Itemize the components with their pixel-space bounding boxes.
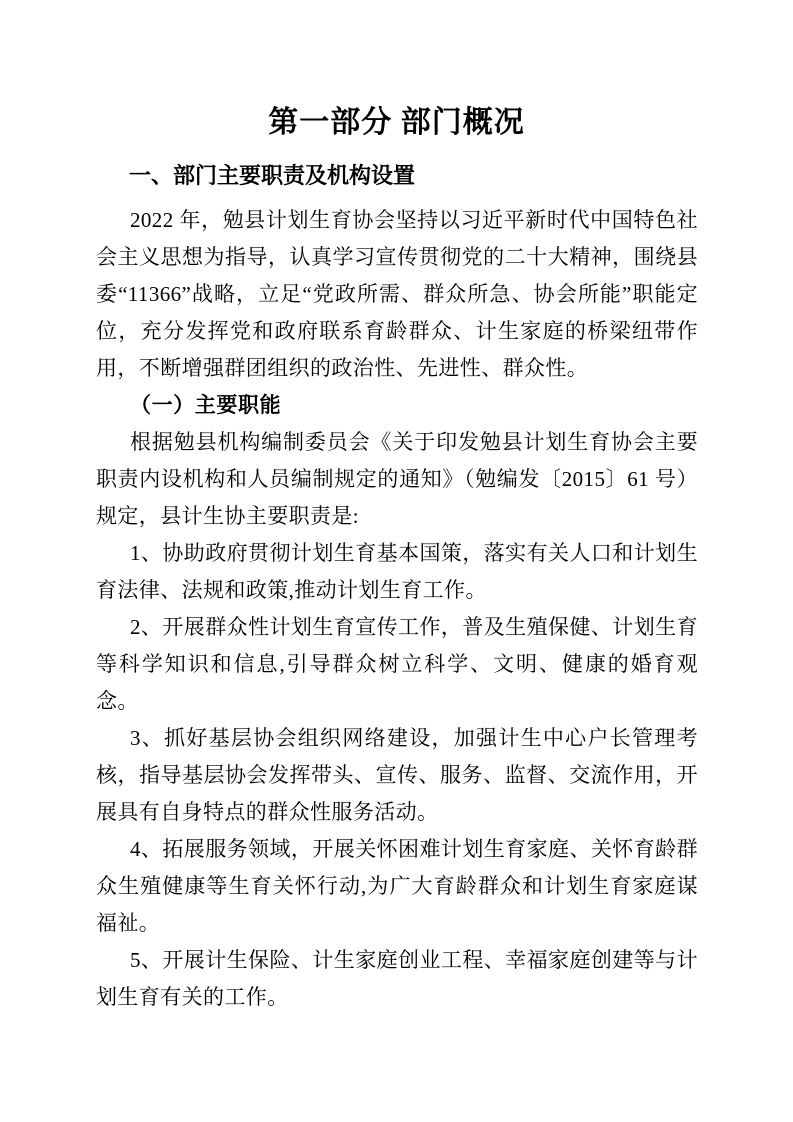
page-title: 第一部分 部门概况 <box>268 106 525 139</box>
paragraph: 根据勉县机构编制委员会《关于印发勉县计划生育协会主要职责内设机构和人员编制规定的通知》（勉编发〔2015〕61 号）规定，县计生协主要职责是: <box>96 430 698 528</box>
document-body <box>96 202 698 1016</box>
section-heading: 一、部门主要职责及机构设置 <box>129 163 416 188</box>
paragraph: 1、协助政府贯彻计划生育基本国策，落实有关人口和计划生育法律、法规和政策,推动计划生育工作。 <box>96 541 698 602</box>
paragraph: 3、抓好基层协会组织网络建设，加强计生中心户长管理考核，指导基层协会发挥带头、宣传、服务、监督、交流作用，开展具有自身特点的群众性服务活动。 <box>96 726 698 824</box>
paragraph: 4、拓展服务领域，开展关怀困难计划生育家庭、关怀育龄群众生殖健康等生育关怀行动,为广大育龄群众和计划生育家庭谋福祉。 <box>96 837 698 935</box>
paragraph: 2022 年，勉县计划生育协会坚持以习近平新时代中国特色社会主义思想为指导，认真学习宣传贯彻党的二十大精神，围绕县委“11366”战略，立足“党政所需、群众所急、协会所能”职能定位，充分发挥党和政府联系育龄群众、计生家庭的桥梁纽带作用，不断增强群团组织的政治性、先进性、群众性。 <box>96 208 698 380</box>
sub-heading: （一）主要职能 <box>130 393 282 417</box>
paragraph: 5、开展计生保险、计生家庭创业工程、幸福家庭创建等与计划生育有关的工作。 <box>96 948 698 1009</box>
paragraph: 2、开展群众性计划生育宣传工作，普及生殖保健、计划生育等科学知识和信息,引导群众树立科学、文明、健康的婚育观念。 <box>96 615 698 713</box>
